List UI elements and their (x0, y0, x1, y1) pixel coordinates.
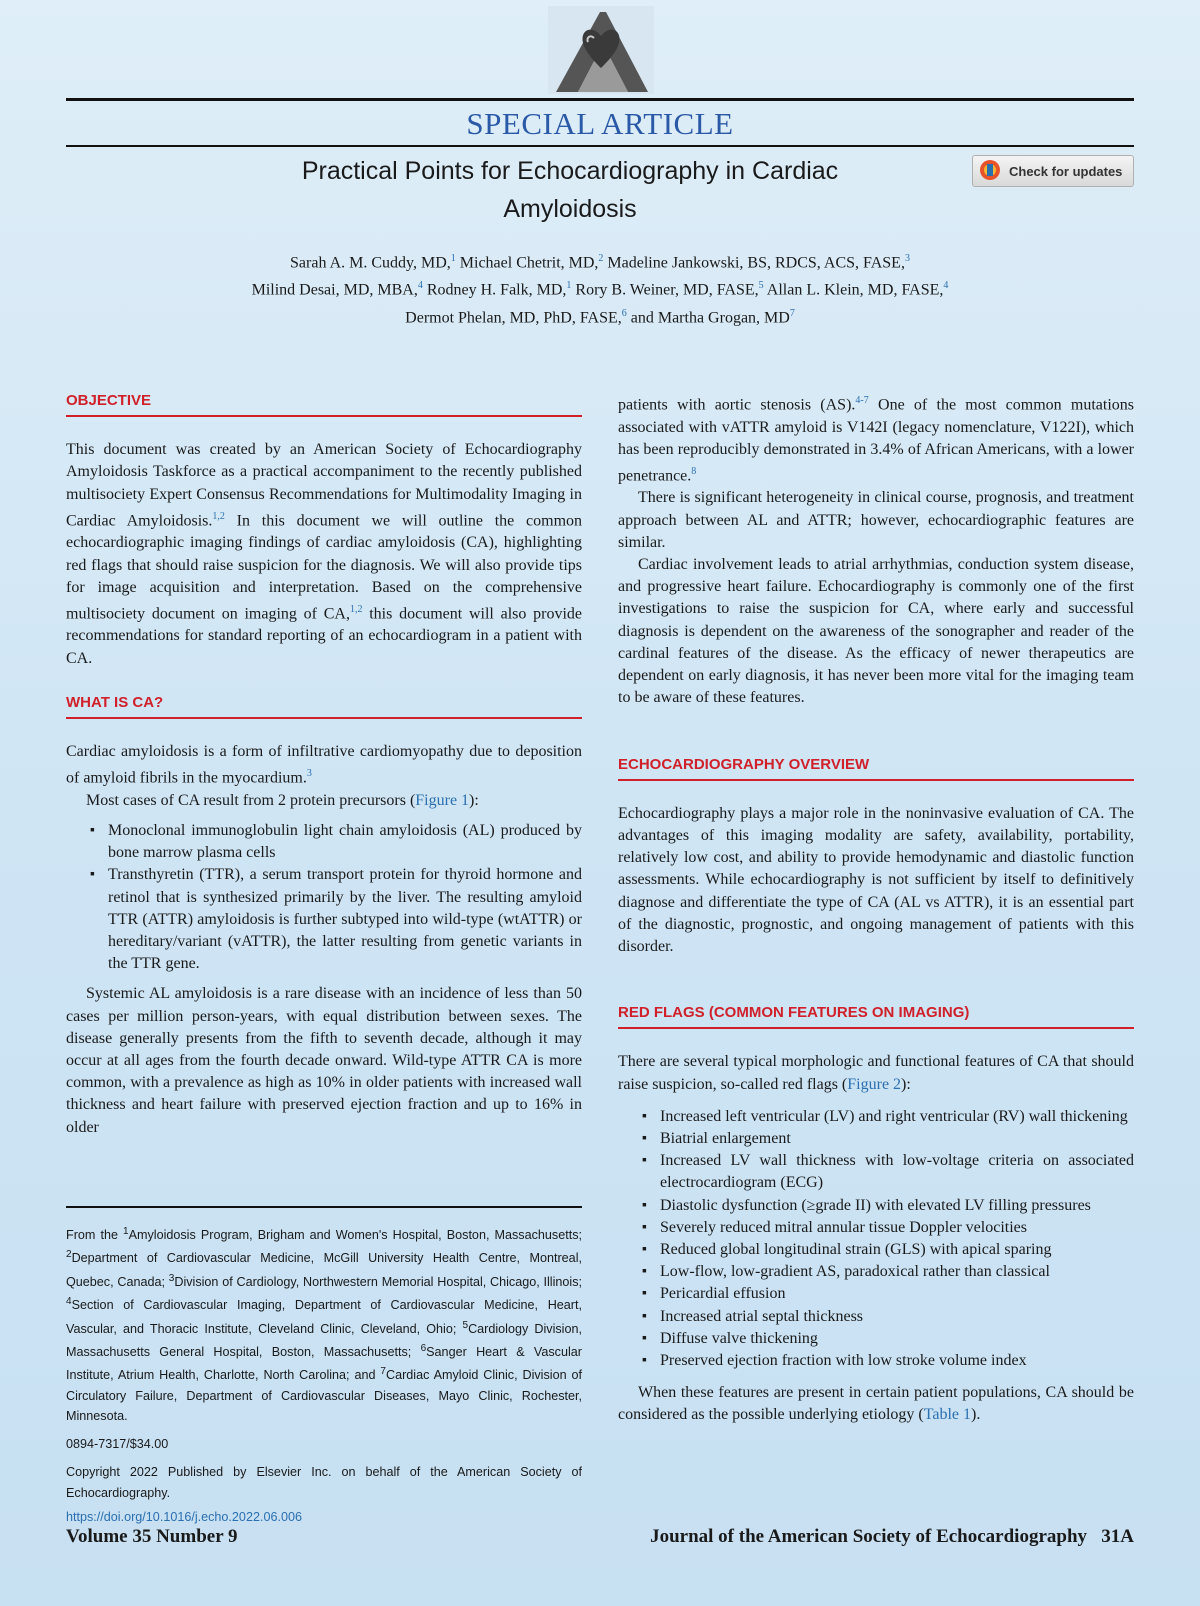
author-name: Michael Chetrit, MD, (455, 254, 599, 272)
author-affil-ref: 1 (450, 253, 456, 264)
check-updates-icon (979, 159, 1001, 184)
check-updates-label: Check for updates (1009, 163, 1123, 179)
author-affil-ref: 2 (598, 253, 604, 264)
affiliations (66, 1222, 582, 1527)
copyright: Copyright 2022 Published by Elsevier Inc. on behalf of the American Society of Echocardiography. (66, 1465, 582, 1500)
figure-1-link[interactable]: Figure 1 (415, 791, 470, 809)
what-is-ca-paragraph: Cardiac amyloidosis is a form of infiltrative cardiomyopathy due to deposition of amyloid fibrils in the myocardium.$^3$ (66, 743, 582, 787)
journal-page-label: Journal of the American Society of Echocardiography 31A (650, 1526, 1134, 1547)
affiliation-text: From the $^1$Amyloidosis Program, Brigham and Women's Hospital, Boston, Massachusetts; $^2$Department of Cardiovascular Medicine, McGill University Health Centre, Montreal, Quebec, Canada; $^3$Division of Cardiology, Northwestern Memorial Hospital, Chicago, Illinois; $^4$Section of Cardiovascular Imaging, Department of Cardiovascular Medicine, Heart, Vascular, and Thoracic Institute, Cleveland Clinic, Cleveland, Ohio; $^5$Cardiology Division, Massachusetts General Hospital, Boston, Massachusetts; $^6$Sanger Heart & Vascular Institute, Atrium Health, Charlotte, North Carolina; and $^7$Cardiac Amyloid Clinic, Division of Circulatory Failure, Department of Cardiovascular Diseases, Mayo Clinic, Rochester, Minnesota. (66, 1226, 583, 1423)
author-name: Sarah A. M. Cuddy, MD, (290, 254, 451, 272)
list-item: ▪ Increased LV wall thickness with low-voltage criteria on associated electrocardiogram (ECG) (660, 1150, 1134, 1194)
list-item: ▪ Diffuse valve thickening (660, 1328, 1134, 1350)
objective-heading: OBJECTIVE (66, 390, 582, 417)
list-item: ▪ Monoclonal immunoglobulin light chain amyloidosis (AL) produced by bone marrow plasma cells (108, 820, 582, 864)
cardiac-involvement-paragraph: Cardiac involvement leads to atrial arrhythmias, conduction system disease, and progressive heart failure. Echocardiography is commonly one of the first investigations to raise the suspicion for CA, where early and successful diagnosis is dependent on the awareness of the sonographer and reader of the cardinal features of the disease. As the efficacy of newer therapeutics are dependent on early diagnosis, it has never been more vital for the imaging team to be aware of these features. (618, 556, 1134, 707)
citation-link[interactable]: 3 (306, 768, 312, 780)
red-flags-list (618, 1106, 1134, 1372)
author-name: Dermot Phelan, MD, PhD, FASE, (405, 308, 622, 326)
table-1-link[interactable]: Table 1 (923, 1406, 972, 1424)
check-for-updates-button[interactable] (972, 155, 1134, 187)
author-affil-ref: 1 (566, 280, 572, 292)
red-flags-heading: RED FLAGS (COMMON FEATURES ON IMAGING) (618, 1002, 1134, 1029)
what-is-ca-heading: WHAT IS CA? (66, 692, 582, 719)
echo-overview-heading: ECHOCARDIOGRAPHY OVERVIEW (618, 754, 1134, 781)
when-present-paragraph: When these features are present in certain patient populations, CA should be considered as the possible underlying etiology (Table 1). (618, 1384, 1134, 1424)
article-title (190, 152, 950, 228)
list-item: ▪ Increased atrial septal thickness (660, 1306, 1134, 1328)
red-flags-paragraph: There are several typical morphologic and functional features of CA that should raise suspicion, so-called red flags (Figure 2): (618, 1053, 1134, 1093)
page-footer (66, 1526, 1134, 1548)
doi-link[interactable]: https://doi.org/10.1016/j.echo.2022.06.006 (66, 1509, 302, 1524)
citation-link[interactable]: 4-7 (855, 395, 869, 406)
author-name: Rodney H. Falk, MD, (422, 281, 567, 299)
author-affil-ref: 3 (904, 253, 910, 264)
list-item: ▪ Reduced global longitudinal strain (GLS) with apical sparing (660, 1239, 1134, 1261)
citation-link[interactable]: 8 (691, 465, 697, 477)
objective-paragraph: This document was created by an American Society of Echocardiography Amyloidosis Taskforce as a practical accompaniment to the recently published multisociety Expert Consensus Recommendations for Multimodality Imaging in Cardiac Amyloidosis.$^{1,2}$ In this document we will outline the common echocardiographic imaging findings of cardiac amyloidosis (CA), highlighting red flags that should raise suspicion for the diagnosis. We will also provide tips for image acquisition and interpretation. Based on the comprehensive multisociety document on imaging of CA,$^{1,2}$ this document will also provide recommendations for standard reporting of an echocardiogram in a patient with CA. (66, 441, 583, 667)
continued-paragraph: patients with aortic stenosis (AS).$^{4-7}$ One of the most common mutations associated with vATTR amyloid is V142I (legacy nomenclature, V122I), which has been reproducibly demonstrated in 3.4% of African Americans, with a lower penetrance.$^8$ (618, 395, 1135, 485)
list-item: ▪ Increased left ventricular (LV) and right ventricular (RV) wall thickening (660, 1106, 1134, 1128)
journal-logo (548, 6, 654, 94)
list-item: ▪ Low-flow, low-gradient AS, paradoxical rather than classical (660, 1261, 1134, 1283)
author-affil-ref: 4 (943, 280, 949, 292)
author-name: and Martha Grogan, MD (626, 308, 790, 326)
systemic-paragraph: Systemic AL amyloidosis is a rare disease with an incidence of less than 50 cases per million person-years, with equal distribution between sexes. The disease generally presents from the fifth to seventh decade, although it may occur at all ages from the fourth decade onward. Wild-type ATTR CA is more common, with a prevalence as high as 10% in older patients with increased wall thickness and heart failure with preserved ejection fraction and up to 16% in older (66, 985, 582, 1136)
author-line-3 (120, 302, 1080, 329)
author-affil-ref: 4 (417, 280, 423, 292)
right-column (618, 390, 1134, 1427)
volume-label: Volume 35 Number 9 (66, 1526, 238, 1547)
header-rule (66, 145, 1134, 147)
title-line-2: Amyloidosis (503, 195, 637, 223)
list-item: ▪ Biatrial enlargement (660, 1128, 1134, 1150)
author-list (120, 247, 1080, 329)
citation-link[interactable]: 1,2 (212, 510, 225, 522)
list-item: ▪ Transthyretin (TTR), a serum transport protein for thyroid hormone and retinol that is synthesized primarily by the liver. The resulting amyloid TTR (ATTR) amyloidosis is further subtyped into wild-type (wtATTR) or hereditary/variant (vATTR), the latter resulting from genetic variants in the TTR gene. (108, 864, 582, 975)
author-affil-ref: 7 (789, 307, 795, 319)
left-column (66, 390, 582, 1139)
author-affil-ref: 6 (621, 307, 627, 319)
precursors-paragraph: Most cases of CA result from 2 protein precursors (Figure 1): (86, 791, 479, 809)
list-item: ▪ Preserved ejection fraction with low stroke volume index (660, 1350, 1134, 1372)
list-item: ▪ Pericardial effusion (660, 1283, 1134, 1305)
author-name: Milind Desai, MD, MBA, (251, 281, 418, 299)
section-label: SPECIAL ARTICLE (466, 106, 734, 141)
author-line-2 (120, 274, 1080, 301)
top-rule (66, 98, 1134, 101)
precursor-list (66, 820, 582, 975)
heterogeneity-paragraph: There is significant heterogeneity in clinical course, prognosis, and treatment approach between AL and ATTR; however, echocardiographic features are similar. (618, 489, 1134, 551)
echo-overview-paragraph: Echocardiography plays a major role in the noninvasive evaluation of CA. The advantages of this imaging modality are safety, availability, portability, relatively low cost, and ability to provide hemodynamic and diastolic function assessments. While echocardiography is not sufficient by itself to definitively diagnose and differentiate the type of CA (AL vs ATTR), it is an essential part of the diagnostic, prognostic, and ongoing management of patients with this disorder. (618, 804, 1134, 955)
list-item: ▪ Severely reduced mitral annular tissue Doppler velocities (660, 1217, 1134, 1239)
figure-2-link[interactable]: Figure 2 (847, 1075, 902, 1093)
author-affil-ref: 5 (758, 280, 764, 292)
author-name: Rory B. Weiner, MD, FASE, (571, 281, 759, 299)
list-item: ▪ Diastolic dysfunction (≥grade II) with elevated LV filling pressures (660, 1195, 1134, 1217)
title-line-1: Practical Points for Echocardiography in Cardiac (301, 157, 839, 185)
author-line-1 (120, 247, 1080, 274)
citation-link[interactable]: 1,2 (349, 603, 363, 615)
author-name: Allan L. Klein, MD, FASE, (763, 281, 944, 299)
footnote-rule (66, 1206, 582, 1208)
author-name: Madeline Jankowski, BS, RDCS, ACS, FASE, (603, 254, 905, 272)
issn: 0894-7317/$34.00 (66, 1437, 169, 1452)
